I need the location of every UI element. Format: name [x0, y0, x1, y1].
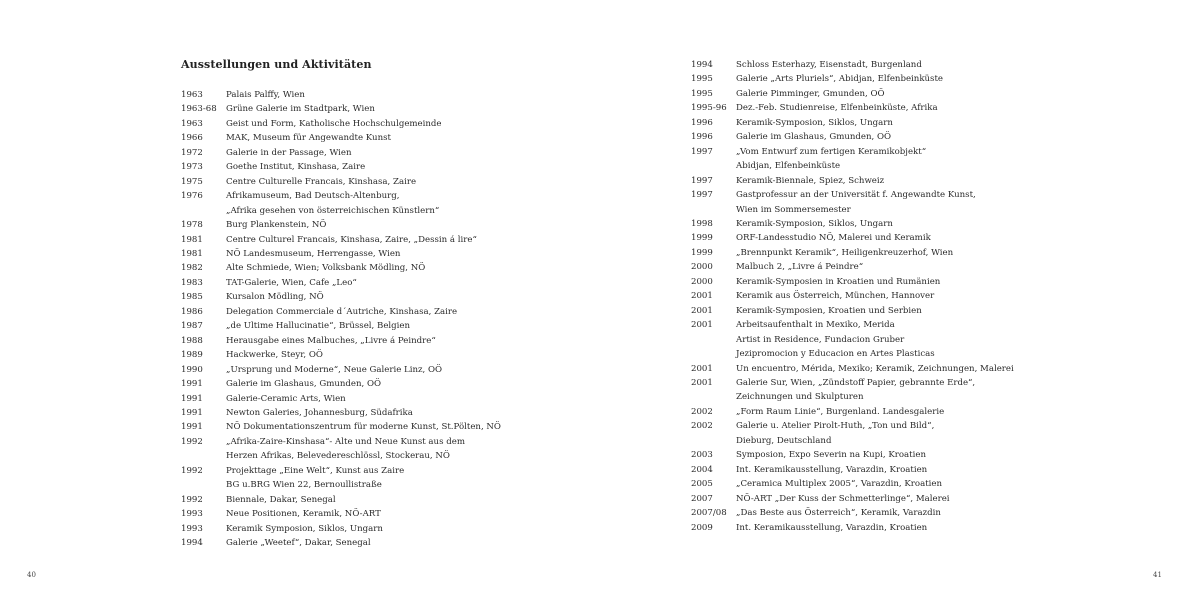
entry-description: [226, 319, 511, 333]
entry-line: Grüne Galerie im Stadtpark, Wien: [226, 104, 375, 115]
entry-line: Galerie Sur, Wien, „Zündstoff Papier, gebrannte Erde“,: [736, 377, 976, 388]
entry-year: 1992: [181, 494, 203, 505]
entry-year: 2002: [691, 406, 713, 417]
entry-year: 2007: [691, 493, 713, 504]
entry-line: „Afrika-Zaire-Kinshasa“- Alte und Neue Kunst aus dem: [226, 436, 465, 447]
entry-description: [226, 276, 511, 290]
exhibition-entry: [691, 188, 1021, 217]
entry-line: „Das Beste aus Österreich“, Keramik, Varazdin: [736, 508, 941, 519]
exhibition-entry: [181, 117, 511, 131]
entry-description: [226, 363, 511, 377]
entry-description: [226, 247, 511, 261]
exhibition-entry: [691, 463, 1021, 477]
entry-description: [736, 275, 1021, 289]
entry-year: 1978: [181, 220, 203, 231]
entry-year: 1995: [691, 88, 713, 99]
entry-line: Kursalon Mödling, NÖ: [226, 292, 324, 303]
entry-line: Galerie im Glashaus, Gmunden, OÖ: [736, 132, 892, 143]
exhibition-entry: [181, 464, 511, 493]
exhibition-entry: [691, 217, 1021, 231]
entry-year: 1981: [181, 234, 203, 245]
entry-year: 1983: [181, 277, 203, 288]
entry-description: [736, 376, 1021, 405]
entry-description: [226, 377, 511, 391]
entry-line: Keramik-Symposion, Siklos, Ungarn: [736, 117, 893, 128]
entry-year: 1997: [691, 146, 713, 157]
entry-year: 1999: [691, 233, 713, 244]
exhibition-entry: [691, 101, 1021, 115]
entry-description: [226, 233, 511, 247]
entry-line: Hackwerke, Steyr, OÖ: [226, 350, 323, 361]
entry-line: Arbeitsaufenthalt in Mexiko, Merida: [736, 320, 895, 331]
entry-line: Abidjan, Elfenbeinküste: [736, 161, 841, 172]
entry-line: Galerie „Arts Pluriels“, Abidjan, Elfenbeinküste: [736, 74, 944, 85]
entry-description: [736, 87, 1021, 101]
entry-description: [226, 507, 511, 521]
entry-line: „Form Raum Linie“, Burgenland. Landesgalerie: [736, 406, 945, 417]
exhibition-entry: [181, 175, 511, 189]
entry-line: NÖ Dokumentationszentrum für moderne Kunst, St.Pölten, NÖ: [226, 422, 501, 433]
entry-description: [736, 174, 1021, 188]
entry-line: Galerie u. Atelier Pirolt-Huth, „Ton und Bild“,: [736, 421, 935, 432]
entry-description: [736, 58, 1021, 72]
exhibition-entry: [691, 492, 1021, 506]
page-number-right: 41: [1153, 571, 1162, 579]
entry-line: BG u.BRG Wien 22, Bernoullistraße: [226, 480, 382, 491]
page-number-left: 40: [27, 571, 36, 579]
entry-description: [736, 492, 1021, 506]
entry-year: 2001: [691, 377, 713, 388]
exhibition-entry: [181, 377, 511, 391]
exhibition-entry: [691, 448, 1021, 462]
entry-year: 1993: [181, 523, 203, 534]
entry-year: 1982: [181, 263, 203, 274]
entry-description: [736, 72, 1021, 86]
entry-description: [736, 101, 1021, 115]
exhibition-entry: [181, 334, 511, 348]
entry-year: 2001: [691, 291, 713, 302]
entry-year: 1995-96: [691, 103, 727, 114]
entry-line: Keramik-Symposien in Kroatien und Rumänien: [736, 276, 941, 287]
entry-line: Herausgabe eines Malbuches, „Livre á Peindre“: [226, 335, 436, 346]
entry-line: Projekttage „Eine Welt“, Kunst aus Zaire: [226, 465, 405, 476]
entry-description: [226, 102, 511, 116]
entry-description: [226, 117, 511, 131]
entry-year: 2004: [691, 464, 713, 475]
entry-year: 1976: [181, 191, 203, 202]
entry-year: 1990: [181, 364, 203, 375]
entry-line: Zeichnungen und Skulpturen: [736, 392, 864, 403]
entry-description: [736, 506, 1021, 520]
entry-year: 1996: [691, 117, 713, 128]
entry-line: Afrikamuseum, Bad Deutsch-Altenburg,: [226, 191, 400, 202]
entry-year: 2003: [691, 450, 713, 461]
entry-year: 1973: [181, 162, 203, 173]
entry-line: Palais Palffy, Wien: [226, 90, 305, 100]
exhibition-entry: [691, 376, 1021, 405]
exhibition-entry: [691, 304, 1021, 318]
right-page: [596, 0, 1191, 596]
exhibition-entry: [691, 246, 1021, 260]
exhibition-entry: [691, 72, 1021, 86]
entry-year: 1991: [181, 379, 203, 390]
entry-description: [226, 420, 511, 434]
entry-line: NÖ-ART „Der Kuss der Schmetterlinge“, Malerei: [736, 493, 950, 504]
entry-year: 2002: [691, 421, 713, 432]
entry-line: „Ceramica Multiplex 2005“, Varazdin, Kroatien: [736, 479, 943, 490]
entry-line: „Ursprung und Moderne“, Neue Galerie Linz, OÖ: [226, 364, 443, 375]
entry-year: 1986: [181, 306, 203, 317]
entry-description: [226, 131, 511, 145]
entry-description: [226, 189, 511, 218]
entry-line: Galerie „Weetef“, Dakar, Senegal: [226, 538, 371, 549]
entry-year: 1992: [181, 436, 203, 447]
entry-line: Dieburg, Deutschland: [736, 435, 832, 446]
entry-line: „Brennpunkt Keramik“, Heiligenkreuzerhof, Wien: [736, 247, 954, 258]
entry-year: 1989: [181, 350, 203, 361]
entry-description: [226, 175, 511, 189]
entry-description: [736, 318, 1021, 361]
exhibition-entry: [181, 435, 511, 464]
entry-line: Galerie in der Passage, Wien: [226, 147, 352, 158]
entry-year: 1963: [181, 118, 203, 129]
entry-year: 2000: [691, 262, 713, 273]
entry-description: [736, 130, 1021, 144]
exhibition-entry: [691, 260, 1021, 274]
entry-year: 1995: [691, 74, 713, 85]
entry-line: Int. Keramikausstellung, Varazdin, Kroatien: [736, 522, 928, 533]
entry-year: 1987: [181, 321, 203, 332]
entry-line: Keramik-Symposien, Kroatien und Serbien: [736, 305, 922, 316]
entry-line: „Vom Entwurf zum fertigen Keramikobjekt“: [736, 146, 927, 157]
exhibition-entry: [181, 247, 511, 261]
entry-description: [736, 477, 1021, 491]
entry-line: Keramik-Biennale, Spiez, Schweiz: [736, 175, 885, 186]
entry-line: MAK, Museum für Angewandte Kunst: [226, 133, 391, 144]
exhibition-entry: [181, 233, 511, 247]
entry-description: [226, 261, 511, 275]
entry-year: 2007/08: [691, 508, 727, 519]
entry-description: [736, 521, 1021, 535]
exhibition-entry: [181, 493, 511, 507]
entry-line: Galerie Pimminger, Gmunden, OÖ: [736, 88, 885, 99]
entry-year: 1972: [181, 147, 203, 158]
exhibition-entry: [691, 506, 1021, 520]
entry-line: Goethe Institut, Kinshasa, Zaire: [226, 162, 366, 173]
page-heading: Ausstellungen und Aktivitäten: [181, 58, 372, 71]
exhibition-entry: [181, 189, 511, 218]
entry-description: [736, 289, 1021, 303]
entry-line: Centre Culturelle Francais, Kinshasa, Zaire: [226, 176, 417, 187]
entry-line: Geist und Form, Katholische Hochschulgemeinde: [226, 118, 442, 129]
entry-description: [226, 290, 511, 304]
entry-description: [736, 405, 1021, 419]
entry-description: [226, 348, 511, 362]
exhibition-entry: [691, 405, 1021, 419]
entry-line: Wien im Sommersemester: [736, 204, 851, 215]
entry-line: Dez.-Feb. Studienreise, Elfenbeinküste, Afrika: [736, 103, 938, 114]
entry-description: [226, 305, 511, 319]
entry-line: NÖ Landesmuseum, Herrengasse, Wien: [226, 248, 401, 259]
exhibition-entry: [691, 362, 1021, 376]
entry-year: 1998: [691, 218, 713, 229]
entry-description: [736, 231, 1021, 245]
entry-description: [226, 536, 511, 550]
exhibition-entry: [181, 363, 511, 377]
entry-year: 2009: [691, 522, 713, 533]
exhibition-entry: [181, 406, 511, 420]
entry-year: 1991: [181, 422, 203, 433]
exhibition-entry: [181, 146, 511, 160]
left-page: [0, 0, 595, 596]
entry-description: [736, 116, 1021, 130]
entry-line: Biennale, Dakar, Senegal: [226, 494, 336, 505]
exhibition-entry: [181, 276, 511, 290]
entry-year: 1996: [691, 132, 713, 143]
exhibition-entry: [691, 289, 1021, 303]
entry-line: Un encuentro, Mérida, Mexiko; Keramik, Zeichnungen, Malerei: [736, 363, 1014, 374]
entry-line: ORF-Landesstudio NÖ, Malerei und Keramik: [736, 233, 931, 244]
entry-line: „Afrika gesehen von österreichischen Künstlern“: [226, 205, 440, 216]
entry-line: Newton Galeries, Johannesburg, Südafrika: [226, 407, 413, 418]
entry-year: 1993: [181, 509, 203, 520]
exhibition-entry: [181, 218, 511, 232]
entry-year: 1991: [181, 393, 203, 404]
entry-year: 1999: [691, 247, 713, 258]
exhibition-entry: [181, 305, 511, 319]
entry-description: [226, 218, 511, 232]
exhibition-entry: [181, 536, 511, 550]
entry-year: 1994: [181, 538, 203, 549]
entry-line: Galerie-Ceramic Arts, Wien: [226, 393, 346, 404]
exhibition-list-left: [181, 88, 511, 551]
entry-line: Int. Keramikausstellung, Varazdin, Kroatien: [736, 464, 928, 475]
entry-line: „de Ultime Hallucinatie“, Brüssel, Belgien: [226, 321, 411, 332]
entry-description: [226, 522, 511, 536]
entry-year: 2000: [691, 276, 713, 287]
entry-description: [736, 463, 1021, 477]
exhibition-entry: [181, 522, 511, 536]
exhibition-entry: [181, 507, 511, 521]
entry-line: TAT-Galerie, Wien, Cafe „Leo“: [226, 277, 357, 288]
entry-year: 1963-68: [181, 104, 217, 115]
entry-description: [736, 260, 1021, 274]
exhibition-entry: [691, 145, 1021, 174]
exhibition-entry: [691, 318, 1021, 361]
entry-year: 1981: [181, 248, 203, 259]
entry-line: Alte Schmiede, Wien; Volksbank Mödling, NÖ: [226, 263, 426, 274]
entry-line: Neue Positionen, Keramik, NÖ-ART: [226, 509, 381, 520]
entry-description: [736, 362, 1021, 376]
exhibition-entry: [181, 420, 511, 434]
entry-line: Keramik-Symposion, Siklos, Ungarn: [736, 218, 893, 229]
exhibition-entry: [181, 392, 511, 406]
exhibition-entry: [181, 348, 511, 362]
entry-line: Gastprofessur an der Universität f. Angewandte Kunst,: [736, 190, 976, 201]
entry-line: Jezipromocion y Educacion en Artes Plasticas: [736, 349, 935, 360]
entry-description: [736, 145, 1021, 174]
entry-description: [226, 88, 511, 102]
entry-line: Keramik aus Österreich, München, Hannover: [736, 291, 935, 302]
entry-year: 1988: [181, 335, 203, 346]
exhibition-entry: [691, 116, 1021, 130]
entry-year: 1994: [691, 60, 713, 70]
entry-description: [226, 334, 511, 348]
entry-year: 2001: [691, 305, 713, 316]
entry-year: 2005: [691, 479, 713, 490]
entry-year: 1966: [181, 133, 203, 144]
entry-line: Malbuch 2, „Livre á Peindre“: [736, 262, 864, 273]
entry-description: [226, 392, 511, 406]
entry-description: [226, 146, 511, 160]
exhibition-list-right: [691, 58, 1021, 535]
entry-description: [736, 246, 1021, 260]
entry-line: Delegation Commerciale d´Autriche, Kinshasa, Zaire: [226, 306, 458, 317]
entry-description: [226, 464, 511, 493]
entry-year: 1991: [181, 407, 203, 418]
entry-description: [226, 493, 511, 507]
exhibition-entry: [691, 275, 1021, 289]
exhibition-entry: [181, 88, 511, 102]
exhibition-entry: [181, 160, 511, 174]
entry-line: Burg Plankenstein, NÖ: [226, 220, 327, 231]
entry-year: 1963: [181, 90, 203, 100]
exhibition-entry: [181, 131, 511, 145]
exhibition-entry: [691, 521, 1021, 535]
entry-description: [736, 217, 1021, 231]
entry-line: Keramik Symposion, Siklos, Ungarn: [226, 523, 383, 534]
entry-year: 1997: [691, 175, 713, 186]
exhibition-entry: [181, 102, 511, 116]
exhibition-entry: [691, 477, 1021, 491]
entry-line: Galerie im Glashaus, Gmunden, OÖ: [226, 379, 382, 390]
exhibition-entry: [691, 174, 1021, 188]
entry-line: Herzen Afrikas, Belevedereschlössl, Stockerau, NÖ: [226, 451, 450, 462]
entry-description: [736, 188, 1021, 217]
entry-line: Centre Culturel Francais, Kinshasa, Zaire, „Dessin á lire“: [226, 234, 477, 245]
entry-year: 2001: [691, 320, 713, 331]
entry-line: Schloss Esterhazy, Eisenstadt, Burgenland: [736, 60, 922, 70]
entry-line: Artist in Residence, Fundacion Gruber: [736, 334, 905, 345]
entry-year: 1975: [181, 176, 203, 187]
entry-description: [226, 406, 511, 420]
entry-description: [736, 448, 1021, 462]
exhibition-entry: [181, 290, 511, 304]
entry-year: 1985: [181, 292, 203, 303]
exhibition-entry: [181, 319, 511, 333]
exhibition-entry: [691, 87, 1021, 101]
entry-description: [226, 435, 511, 464]
entry-line: Symposion, Expo Severin na Kupi, Kroatien: [736, 450, 926, 461]
exhibition-entry: [691, 58, 1021, 72]
entry-year: 2001: [691, 363, 713, 374]
entry-year: 1992: [181, 465, 203, 476]
entry-year: 1997: [691, 190, 713, 201]
exhibition-entry: [181, 261, 511, 275]
entry-description: [736, 419, 1021, 448]
exhibition-entry: [691, 231, 1021, 245]
entry-description: [226, 160, 511, 174]
exhibition-entry: [691, 419, 1021, 448]
exhibition-entry: [691, 130, 1021, 144]
entry-description: [736, 304, 1021, 318]
